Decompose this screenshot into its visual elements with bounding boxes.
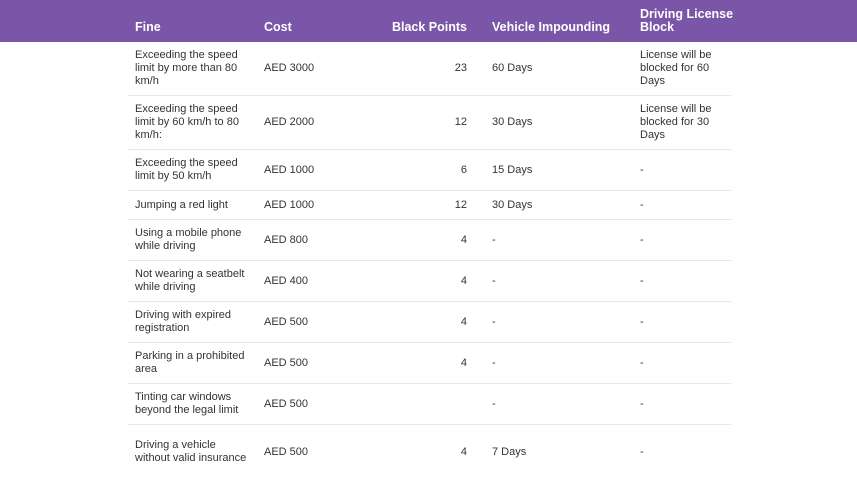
- cell-block: -: [640, 163, 644, 176]
- cell-fine: Driving a vehicle without valid insurance: [135, 439, 247, 464]
- table-row: [128, 384, 731, 425]
- table-body: [128, 42, 731, 479]
- cell-fine: Jumping a red light: [135, 198, 228, 211]
- cell-block: -: [640, 233, 644, 246]
- cell-fine: Parking in a prohibited area: [135, 350, 245, 375]
- cell-impound: 60 Days: [492, 62, 533, 74]
- cell-impound: 7 Days: [492, 445, 527, 458]
- cell-cost: AED 500: [264, 315, 309, 328]
- table-row: [128, 425, 731, 479]
- cell-points: 4: [460, 274, 467, 287]
- cell-points: [340, 384, 467, 424]
- cell-cost: AED 1000: [264, 163, 315, 176]
- cell-fine: Exceeding the speed limit by 60 km/h to 80 km/h:: [135, 103, 239, 141]
- table-row: [128, 302, 731, 343]
- cell-points: 23: [454, 62, 467, 74]
- cell-fine: Exceeding the speed limit by 50 km/h: [135, 157, 238, 182]
- cell-cost: AED 3000: [264, 62, 315, 74]
- cell-impound: -: [492, 356, 496, 369]
- cell-cost: AED 400: [264, 274, 309, 287]
- header-cost: Cost: [264, 20, 292, 34]
- header-black-points: Black Points: [391, 20, 467, 34]
- cell-block: -: [640, 274, 644, 287]
- cell-impound: 15 Days: [492, 163, 533, 176]
- cell-points: 6: [460, 163, 467, 176]
- cell-fine: Exceeding the speed limit by more than 80 km/h: [135, 49, 238, 87]
- table-header: [0, 0, 857, 42]
- cell-block: License will be blocked for 30 Days: [640, 103, 712, 141]
- cell-impound: -: [492, 233, 496, 246]
- table-row: [128, 343, 731, 384]
- table-row: [128, 96, 731, 150]
- cell-impound: 30 Days: [492, 116, 533, 128]
- cell-cost: AED 500: [264, 397, 309, 410]
- table-row: [128, 261, 731, 302]
- cell-cost: AED 500: [264, 445, 309, 458]
- header-vehicle-impounding: Vehicle Impounding: [492, 20, 611, 34]
- cell-block: License will be blocked for 60 Days: [640, 49, 712, 87]
- cell-fine: Tinting car windows beyond the legal limit: [135, 391, 239, 416]
- table-row: [128, 42, 731, 96]
- cell-points: 12: [454, 116, 467, 128]
- header-license-block: Driving License Block: [640, 7, 734, 34]
- cell-cost: AED 2000: [264, 116, 315, 128]
- cell-points: 4: [460, 315, 467, 328]
- cell-impound: 30 Days: [492, 198, 533, 211]
- cell-cost: AED 800: [264, 233, 309, 246]
- cell-points: 4: [460, 356, 467, 369]
- cell-block: -: [640, 445, 644, 458]
- cell-points: 4: [460, 233, 467, 246]
- table-row: [128, 191, 731, 220]
- cell-points: 4: [460, 445, 467, 458]
- table-row: [128, 150, 731, 191]
- cell-fine: Not wearing a seatbelt while driving: [135, 268, 245, 293]
- cell-block: -: [640, 315, 644, 328]
- table-row: [128, 220, 731, 261]
- cell-block: -: [640, 356, 644, 369]
- cell-block: -: [640, 397, 644, 410]
- cell-cost: AED 1000: [264, 198, 315, 211]
- header-fine: Fine: [135, 20, 161, 34]
- cell-fine: Using a mobile phone while driving: [135, 227, 242, 252]
- cell-points: 12: [454, 198, 467, 211]
- cell-impound: -: [492, 315, 496, 328]
- cell-cost: AED 500: [264, 356, 309, 369]
- cell-impound: -: [492, 397, 496, 410]
- cell-block: -: [640, 198, 644, 211]
- cell-impound: -: [492, 274, 496, 287]
- cell-fine: Driving with expired registration: [135, 309, 231, 334]
